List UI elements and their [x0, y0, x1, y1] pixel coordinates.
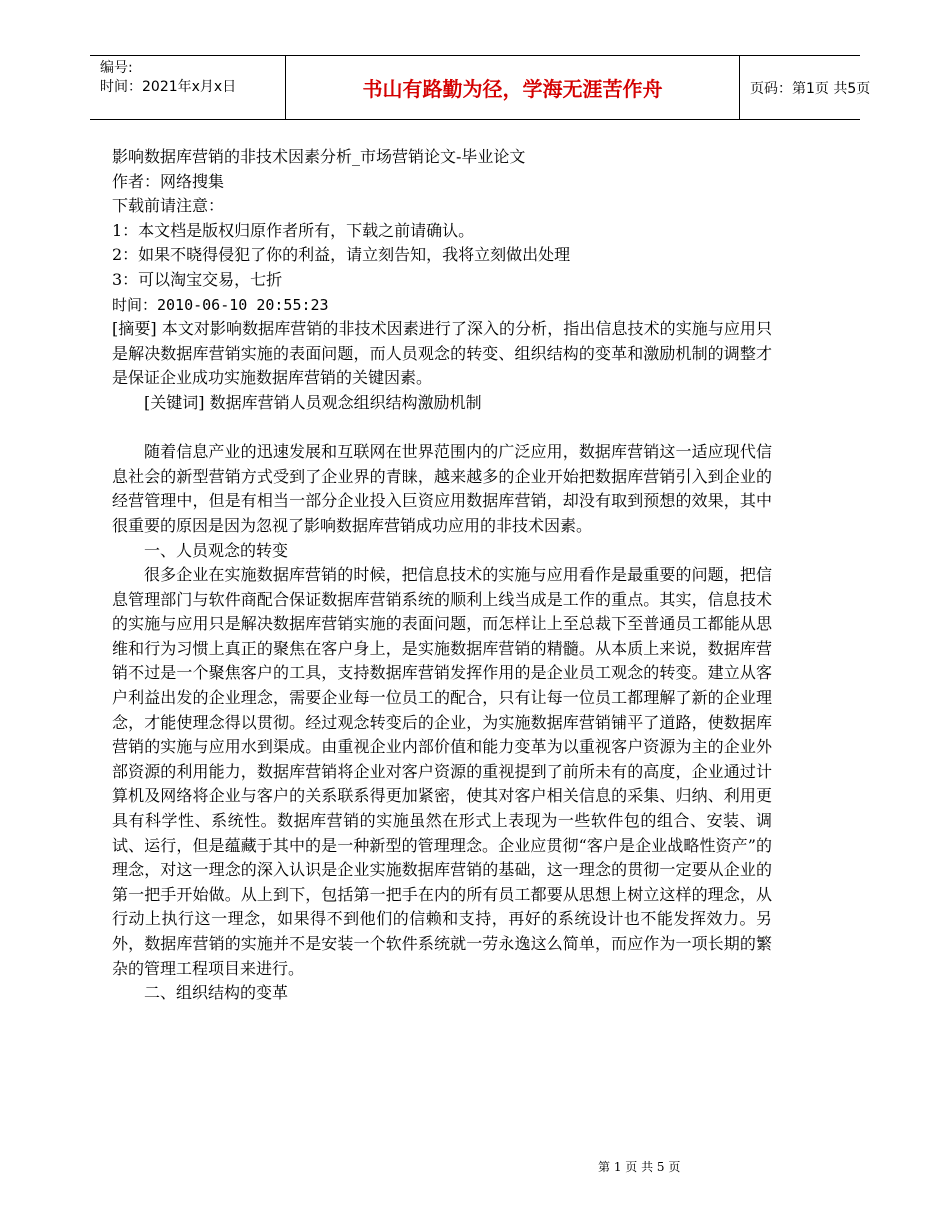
document-number-label: 编号: — [100, 60, 133, 76]
document-author: 作者：网络搜集 — [112, 171, 225, 191]
section-2-heading: 二、组织结构的变革 — [144, 983, 289, 1003]
abstract-paragraph: [摘要] 本文对影响数据库营销的非技术因素进行了深入的分析，指出信息技术的实施与应用只是解决数据库营销实施的表面问题，而人员观念的转变、组织结构的变革和激励机制的调整才是保证企业成功实施数据库营销的关键因素。 — [112, 319, 772, 388]
notice-item-3: 3：可以淘宝交易，七折 — [112, 269, 283, 289]
notice-item-1: 1：本文档是版权归原作者所有，下载之前请确认。 — [112, 220, 475, 240]
document-title: 影响数据库营销的非技术因素分析_市场营销论文-毕业论文 — [112, 147, 526, 166]
document-timestamp: 时间：2010-06-10 20:55:23 — [112, 295, 329, 314]
header-motto: 书山有路勤为径，学海无涯苦作舟 — [286, 56, 740, 119]
header-meta-cell — [90, 56, 286, 119]
header-page-info: 页码：第1页 共5页 — [750, 80, 871, 97]
intro-paragraph: 随着信息产业的迅速发展和互联网在世界范围内的广泛应用，数据库营销这一适应现代信息社会的新型营销方式受到了企业界的青睐，越来越多的企业开始把数据库营销引入到企业的经营管理中，但是有相当一部分企业投入巨资应用数据库营销，却没有取到预想的效果，其中很重要的原因是因为忽视了影响数据库营销成功应用的非技术因素。 — [112, 442, 772, 535]
keywords-line: [关键词] 数据库营销人员观念组织结构激励机制 — [144, 392, 482, 412]
notice-title: 下载前请注意： — [112, 196, 225, 216]
document-body — [112, 145, 772, 1006]
blank-line — [112, 416, 772, 441]
document-time-label: 时间：2021年x月x日 — [100, 79, 237, 95]
document-header — [90, 55, 871, 120]
notice-item-2: 2：如果不晓得侵犯了你的利益，请立刻告知，我将立刻做出处理 — [112, 245, 571, 265]
section-1-paragraph: 很多企业在实施数据库营销的时候，把信息技术的实施与应用看作是最重要的问题，把信息管理部门与软件商配合保证数据库营销系统的顺利上线当成是工作的重点。其实，信息技术的实施与应用只是解决数据库营销实施的表面问题，而怎样让上至总裁下至普通员工都能从思维和行为习惯上真正的聚焦在客户身上，是实施数据库营销的精髓。从本质上来说，数据库营销不过是一个聚焦客户的工具，支持数据库营销发挥作用的是企业员工观念的转变。建立从客户利益出发的企业理念，需要企业每一位员工的配合，只有让每一位员工都理解了新的企业理念，才能使理念得以贯彻。经过观念转变后的企业，为实施数据库营销铺平了道路，使数据库营销的实施与应用水到渠成。由重视企业内部价值和能力变革为以重视客户资源为主的企业外部资源的利用能力，数据库营销将企业对客户资源的重视提到了前所未有的高度，企业通过计算机及网络将企业与客户的关系联系得更加紧密，使其对客户相关信息的采集、归纳、利用更具有科学性、系统性。数据库营销的实施虽然在形式上表现为一些软件包的组合、安装、调试、运行，但是蕴藏于其中的是一种新型的管理理念。企业应贯彻“客户是企业战略性资产”的理念，对这一理念的深入认识是企业实施数据库营销的基础，这一理念的贯彻一定要从企业的第一把手开始做。从上到下，包括第一把手在内的所有员工都要从思想上树立这样的理念，从行动上执行这一理念，如果得不到他们的信赖和支持，再好的系统设计也不能发挥效力。另外，数据库营销的实施并不是安装一个软件系统就一劳永逸这么简单，而应作为一项长期的繁杂的管理工程项目来进行。 — [112, 565, 772, 978]
page-footer: 第 1 页 共 5 页 — [598, 1160, 681, 1174]
section-1-heading: 一、人员观念的转变 — [144, 540, 289, 560]
